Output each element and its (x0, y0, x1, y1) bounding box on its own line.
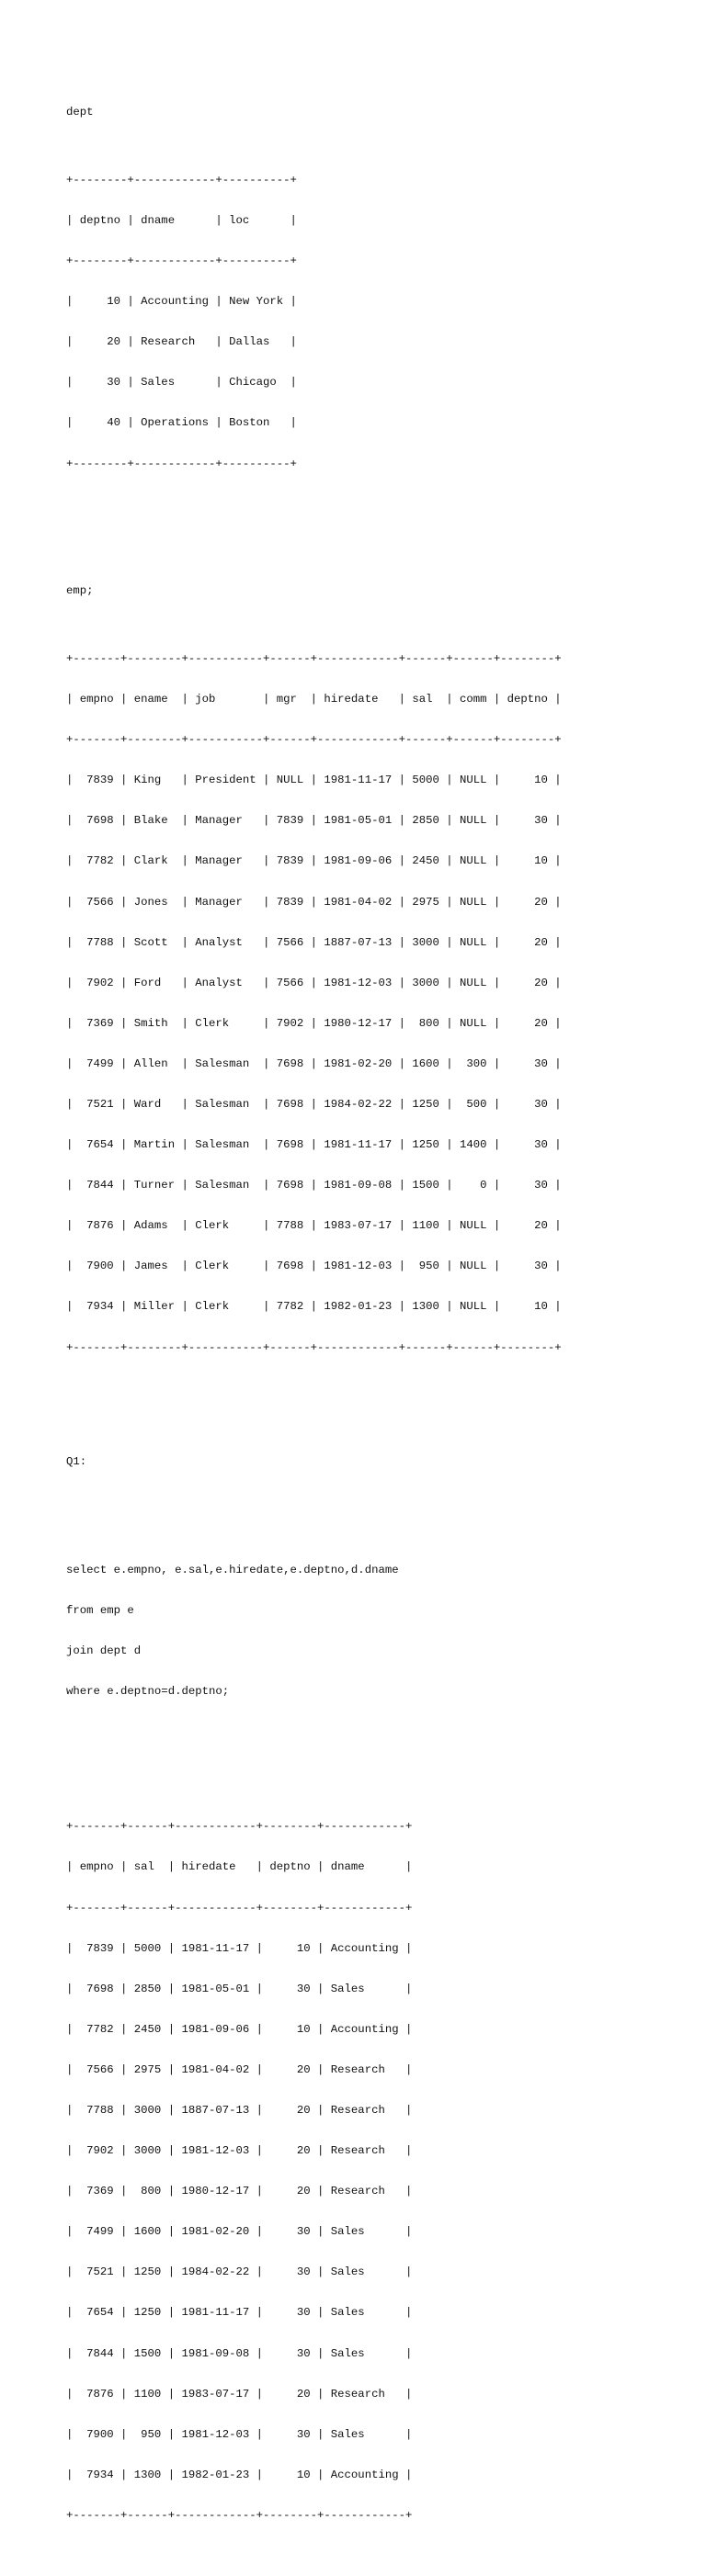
dept-section (66, 79, 691, 525)
document-page (66, 79, 691, 2576)
dept-label: dept (66, 106, 94, 119)
result-table-line: | 7900 | 950 | 1981-12-03 | 30 | Sales | (66, 2427, 413, 2441)
emp-label: emp; (66, 584, 94, 598)
query-line: where e.deptno=d.deptno; (66, 1685, 230, 1699)
emp-table-line: | 7934 | Miller | Clerk | 7782 | 1982-01-23 | 1300 | NULL | 10 | (66, 1300, 562, 1314)
emp-table-line: | 7876 | Adams | Clerk | 7788 | 1983-07-17 | 1100 | NULL | 20 | (66, 1219, 562, 1233)
result-table-line: | 7876 | 1100 | 1983-07-17 | 20 | Research | (66, 2387, 413, 2401)
emp-table-line: | 7788 | Scott | Analyst | 7566 | 1887-07-13 | 3000 | NULL | 20 | (66, 935, 562, 949)
dept-table-line: | 20 | Research | Dallas | (66, 335, 297, 349)
dept-table-line: | 30 | Sales | Chicago | (66, 376, 297, 390)
dept-table-line: | 10 | Accounting | New York | (66, 295, 297, 309)
dept-table-line: +--------+------------+----------+ (66, 457, 297, 470)
emp-table-line: +-------+--------+-----------+------+------------+------+------+--------+ (66, 651, 562, 665)
result-table-line: | 7499 | 1600 | 1981-02-20 | 30 | Sales | (66, 2225, 413, 2239)
line-gap (66, 1753, 691, 1767)
emp-table-line: | 7782 | Clark | Manager | 7839 | 1981-09-06 | 2450 | NULL | 10 | (66, 854, 562, 868)
dept-table-line: +--------+------------+----------+ (66, 173, 297, 186)
emp-table-line: | 7566 | Jones | Manager | 7839 | 1981-04-02 | 2975 | NULL | 20 | (66, 895, 562, 909)
dept-table-line: +--------+------------+----------+ (66, 254, 297, 268)
result-table-line: +-------+------+------------+--------+------------+ (66, 2508, 413, 2522)
dept-table (66, 147, 691, 498)
result-table-line: +-------+------+------------+--------+------------+ (66, 1820, 413, 1834)
query-line: join dept d (66, 1644, 142, 1658)
result-table-line: | 7369 | 800 | 1980-12-17 | 20 | Research | (66, 2185, 413, 2198)
result-table-line: | empno | sal | hiredate | deptno | dname | (66, 1860, 413, 1874)
result-table-line: +-------+------+------------+--------+------------+ (66, 1901, 413, 1915)
emp-table-line: | 7839 | King | President | NULL | 1981-11-17 | 5000 | NULL | 10 | (66, 774, 562, 787)
result-table-line: | 7934 | 1300 | 1982-01-23 | 10 | Accounting | (66, 2468, 413, 2481)
emp-table-line: | 7844 | Turner | Salesman | 7698 | 1981-09-08 | 1500 | 0 | 30 | (66, 1179, 562, 1192)
emp-table-line: +-------+--------+-----------+------+------------+------+------+--------+ (66, 1340, 562, 1354)
query-line: select e.empno, e.sal,e.hiredate,e.deptno,d.dname (66, 1564, 399, 1577)
result-table-line: | 7782 | 2450 | 1981-09-06 | 10 | Accounting | (66, 2022, 413, 2036)
q1-section (66, 1429, 691, 2576)
emp-table-line: | 7900 | James | Clerk | 7698 | 1981-12-03 | 950 | NULL | 30 | (66, 1260, 562, 1273)
query-line: from emp e (66, 1604, 134, 1618)
emp-section (66, 558, 691, 1408)
section-gap (66, 1408, 691, 1429)
q1-query (66, 1537, 691, 1726)
emp-table-line: | 7521 | Ward | Salesman | 7698 | 1984-02-22 | 1250 | 500 | 30 | (66, 1098, 562, 1111)
emp-table-line: | 7698 | Blake | Manager | 7839 | 1981-05-01 | 2850 | NULL | 30 | (66, 814, 562, 828)
result-table-line: | 7902 | 3000 | 1981-12-03 | 20 | Research | (66, 2144, 413, 2158)
result-table-line: | 7788 | 3000 | 1887-07-13 | 20 | Research | (66, 2104, 413, 2117)
emp-table-line: | 7654 | Martin | Salesman | 7698 | 1981-11-17 | 1250 | 1400 | 30 | (66, 1138, 562, 1152)
result-table-line: | 7698 | 2850 | 1981-05-01 | 30 | Sales | (66, 1982, 413, 1995)
dept-table-line: | 40 | Operations | Boston | (66, 416, 297, 430)
emp-table-line: | empno | ename | job | mgr | hiredate | sal | comm | deptno | (66, 693, 562, 706)
emp-table (66, 626, 691, 1382)
result-table-line: | 7844 | 1500 | 1981-09-08 | 30 | Sales | (66, 2346, 413, 2360)
emp-table-line: | 7499 | Allen | Salesman | 7698 | 1981-02-20 | 1600 | 300 | 30 | (66, 1056, 562, 1070)
result-table-line: | 7839 | 5000 | 1981-11-17 | 10 | Accounting | (66, 1941, 413, 1955)
result-table-line: | 7521 | 1250 | 1984-02-22 | 30 | Sales | (66, 2265, 413, 2279)
result-table-line: | 7654 | 1250 | 1981-11-17 | 30 | Sales | (66, 2306, 413, 2320)
result-table-line: | 7566 | 2975 | 1981-04-02 | 20 | Research | (66, 2062, 413, 2076)
section-gap (66, 525, 691, 558)
emp-table-line: | 7902 | Ford | Analyst | 7566 | 1981-12-03 | 3000 | NULL | 20 | (66, 976, 562, 989)
line-gap (66, 1497, 691, 1510)
emp-table-line: +-------+--------+-----------+------+------------+------+------+--------+ (66, 733, 562, 747)
q1-result-table (66, 1793, 691, 2549)
dept-table-line: | deptno | dname | loc | (66, 214, 297, 227)
q1-label: Q1: (66, 1455, 87, 1469)
emp-table-line: | 7369 | Smith | Clerk | 7902 | 1980-12-17 | 800 | NULL | 20 | (66, 1016, 562, 1030)
